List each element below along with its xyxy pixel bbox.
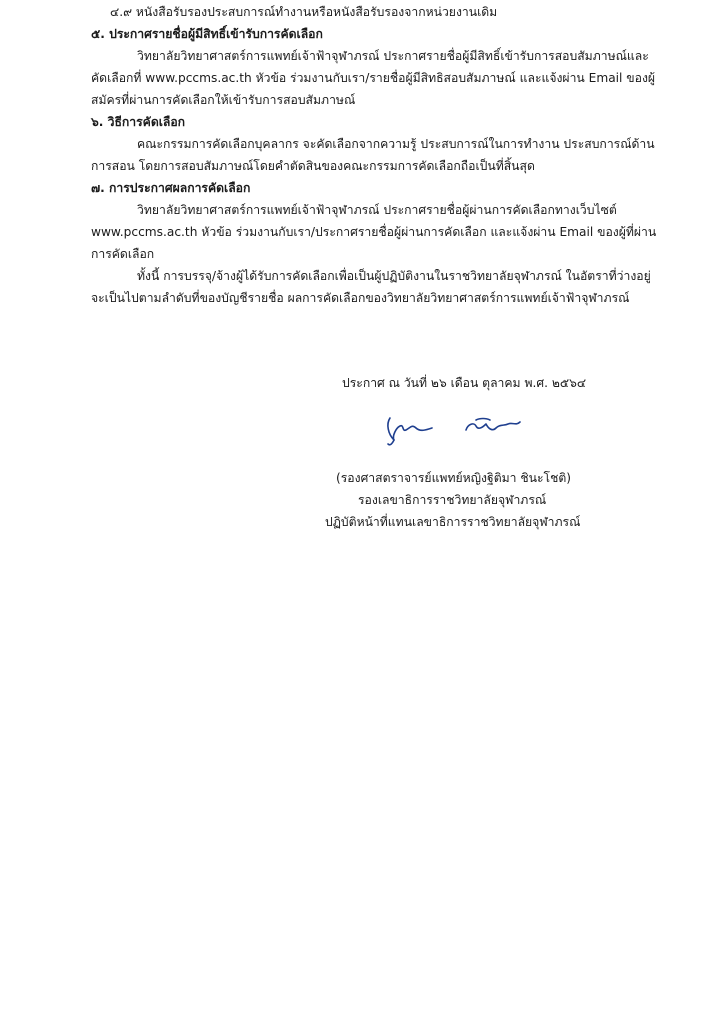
signatory-position-1: รองเลขาธิการราชวิทยาลัยจุฬาภรณ์ xyxy=(358,493,547,507)
section-7-line-3: การคัดเลือก xyxy=(91,247,155,261)
signatory-name: (รองศาสตราจารย์แพทย์หญิงฐิติมา ชินะโชติ) xyxy=(336,471,572,485)
section-7-line-5: จะเป็นไปตามลำดับที่ของบัญชีรายชื่อ ผลการคัดเลือกของวิทยาลัยวิทยาศาสตร์การแพทย์เจ้าฟ้าจุฬาภรณ์ xyxy=(91,291,630,305)
section-6-heading: ๖. วิธีการคัดเลือก xyxy=(91,115,186,129)
section-6-line-1: คณะกรรมการคัดเลือกบุคลากร จะคัดเลือกจากความรู้ ประสบการณ์ในการทำงาน ประสบการณ์ด้าน xyxy=(137,137,655,151)
section-5-heading: ๕. ประกาศรายชื่อผู้มีสิทธิ์เข้ารับการคัดเลือก xyxy=(91,27,323,41)
section-7-line-1: วิทยาลัยวิทยาศาสตร์การแพทย์เจ้าฟ้าจุฬาภรณ์ ประกาศรายชื่อผู้ผ่านการคัดเลือกทางเว็บไซต์ xyxy=(137,203,617,217)
section-7-line-2: www.pccms.ac.th หัวข้อ ร่วมงานกับเรา/ประกาศรายชื่อผู้ผ่านการคัดเลือก และแจ้งผ่าน Email ของผู้ที่ผ่าน xyxy=(91,225,657,239)
signature-image xyxy=(380,410,530,450)
announcement-date: ประกาศ ณ วันที่ ๒๖ เดือน ตุลาคม พ.ศ. ๒๕๖๔ xyxy=(342,376,587,390)
section-5-line-3: สมัครที่ผ่านการคัดเลือกให้เข้ารับการสอบสัมภาษณ์ xyxy=(91,93,356,107)
section-5-line-1: วิทยาลัยวิทยาศาสตร์การแพทย์เจ้าฟ้าจุฬาภรณ์ ประกาศรายชื่อผู้มีสิทธิ์เข้ารับการสอบสัมภาษณ์และ xyxy=(137,49,649,63)
signatory-position-2: ปฏิบัติหน้าที่แทนเลขาธิการราชวิทยาลัยจุฬาภรณ์ xyxy=(325,515,581,529)
section-5-line-2: คัดเลือกที่ www.pccms.ac.th หัวข้อ ร่วมงานกับเรา/รายชื่อผู้มีสิทธิสอบสัมภาษณ์ และแจ้งผ่าน Email ของผู้ xyxy=(91,71,656,85)
section-7-line-4: ทั้งนี้ การบรรจุ/จ้างผู้ได้รับการคัดเลือกเพื่อเป็นผู้ปฏิบัติงานในราชวิทยาลัยจุฬาภรณ์ ในอัตราที่ว่างอยู่ xyxy=(137,269,651,283)
section-6-line-2: การสอน โดยการสอบสัมภาษณ์โดยคำตัดสินของคณะกรรมการคัดเลือกถือเป็นที่สิ้นสุด xyxy=(91,159,535,173)
item-4-9: ๔.๙ หนังสือรับรองประสบการณ์ทำงานหรือหนังสือรับรองจากหน่วยงานเดิม xyxy=(110,5,498,19)
section-7-heading: ๗. การประกาศผลการคัดเลือก xyxy=(91,181,251,195)
